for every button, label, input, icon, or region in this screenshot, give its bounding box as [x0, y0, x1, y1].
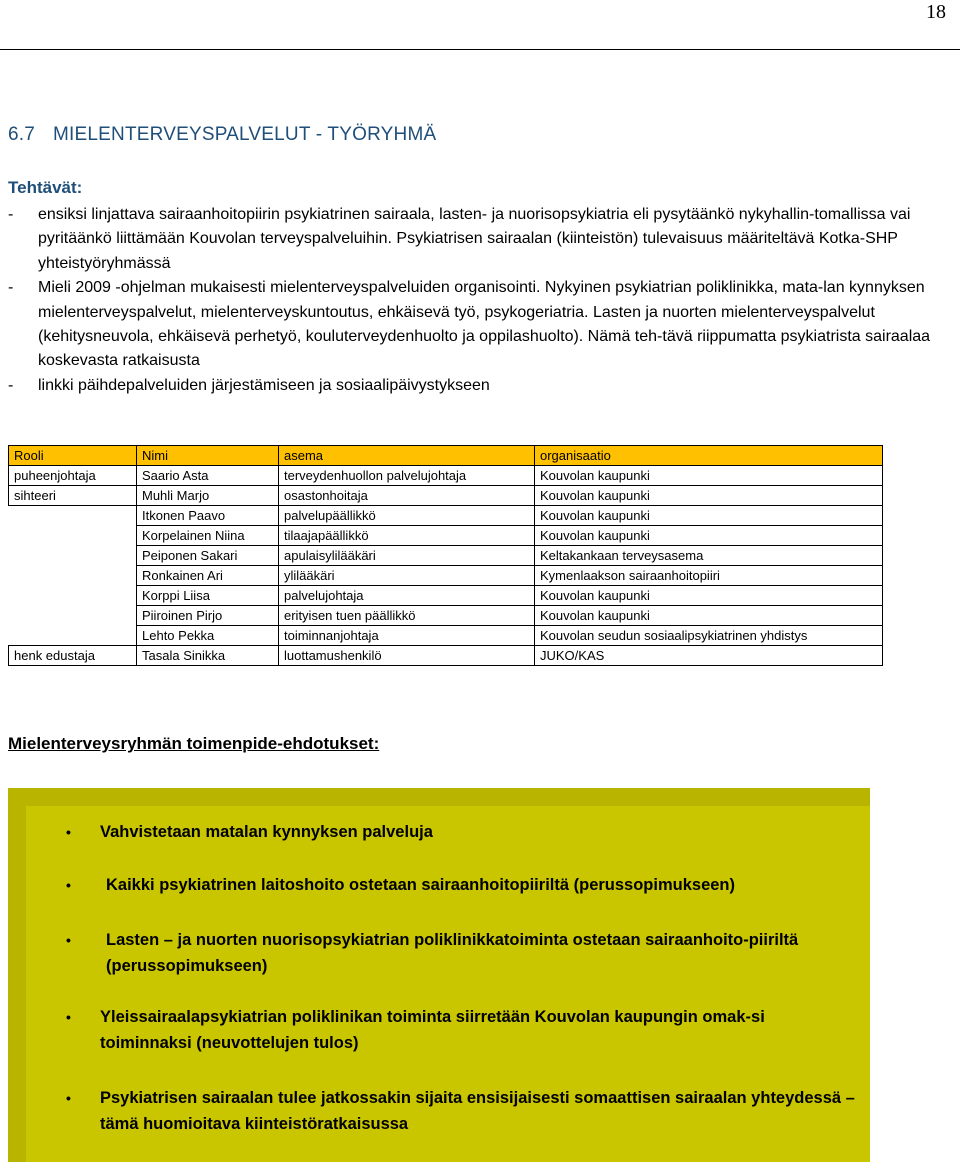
header-rule [0, 49, 960, 50]
cell-name: Muhli Marjo [137, 486, 279, 506]
cell-position: luottamushenkilö [279, 646, 535, 666]
bullet-icon: • [66, 932, 71, 948]
cell-organisation: Kouvolan kaupunki [535, 586, 883, 606]
cell-organisation: Kouvolan kaupunki [535, 506, 883, 526]
task-item: - ensiksi linjattava sairaanhoitopiirin psykiatrinen sairaala, lasten- ja nuorisopsykiatria eli pysytäänkö nykyhallin-tomallissa vai pyritäänkö liittämään Kouvolan terveyspalveluihin. Psykiatrisen sairaalan (kiinteistön) tulevaisuus määriteltävä Kotka-SHP yhteistyöryhmässä [8, 203, 948, 276]
cell-position: apulaisylilääkäri [279, 546, 535, 566]
table-row [9, 626, 883, 646]
proposal-text: Psykiatrisen sairaalan tulee jatkossakin sijaita ensisijaisesti somaattisen sairaalan yhteydessä – tämä huomioitava kiinteistöratkaisussa [100, 1089, 855, 1133]
cell-role [9, 506, 137, 526]
table-row [9, 606, 883, 626]
cell-role [9, 566, 137, 586]
cell-organisation: Kouvolan kaupunki [535, 466, 883, 486]
cell-name: Saario Asta [137, 466, 279, 486]
proposal-item [66, 1005, 860, 1056]
table-row [9, 586, 883, 606]
bullet-icon: • [66, 1090, 71, 1106]
table-row [9, 646, 883, 666]
cell-role [9, 606, 137, 626]
table-row [9, 466, 883, 486]
proposals-heading: Mielenterveysryhmän toimenpide-ehdotukset: [8, 734, 380, 753]
cell-organisation: Kouvolan seudun sosiaalipsykiatrinen yhdistys [535, 626, 883, 646]
proposal-text: Lasten – ja nuorten nuorisopsykiatrian poliklinikkatoiminta ostetaan sairaanhoito-piiriltä (perussopimukseen) [106, 931, 799, 975]
header-cell-position: asema [279, 446, 535, 466]
proposal-item [66, 820, 860, 846]
tasks-heading: Tehtävät: [8, 178, 83, 197]
header-cell-organisation: organisaatio [535, 446, 883, 466]
table-row [9, 486, 883, 506]
members-table [8, 445, 883, 666]
table-row [9, 506, 883, 526]
cell-position: palvelujohtaja [279, 586, 535, 606]
cell-name: Lehto Pekka [137, 626, 279, 646]
table-row [9, 526, 883, 546]
cell-organisation: Kouvolan kaupunki [535, 486, 883, 506]
cell-organisation: Kouvolan kaupunki [535, 606, 883, 626]
header-cell-name: Nimi [137, 446, 279, 466]
cell-name: Korpelainen Niina [137, 526, 279, 546]
proposal-item [66, 873, 866, 899]
proposals-box [26, 806, 870, 1162]
tasks-list [8, 203, 948, 398]
cell-position: terveydenhuollon palvelujohtaja [279, 466, 535, 486]
cell-role: puheenjohtaja [9, 466, 137, 486]
cell-name: Itkonen Paavo [137, 506, 279, 526]
proposal-item [66, 928, 866, 979]
header-cell-role: Rooli [9, 446, 137, 466]
cell-role [9, 546, 137, 566]
section-title [8, 124, 908, 146]
cell-name: Piiroinen Pirjo [137, 606, 279, 626]
cell-role: sihteeri [9, 486, 137, 506]
table-row [9, 546, 883, 566]
cell-organisation: JUKO/KAS [535, 646, 883, 666]
proposal-text: Yleissairaalapsykiatrian poliklinikan toiminta siirretään Kouvolan kaupungin omak-si toiminnaksi (neuvottelujen tulos) [100, 1008, 765, 1052]
bullet-icon: • [66, 824, 71, 840]
cell-name: Tasala Sinikka [137, 646, 279, 666]
cell-role [9, 586, 137, 606]
cell-role: henk edustaja [9, 646, 137, 666]
bullet-icon: • [66, 877, 71, 893]
cell-organisation: Kymenlaakson sairaanhoitopiiri [535, 566, 883, 586]
cell-name: Ronkainen Ari [137, 566, 279, 586]
cell-position: tilaajapäällikkö [279, 526, 535, 546]
bullet-icon: • [66, 1009, 71, 1025]
cell-name: Peiponen Sakari [137, 546, 279, 566]
task-item: - Mieli 2009 -ohjelman mukaisesti mielenterveyspalveluiden organisointi. Nykyinen psykiatrian poliklinikka, mata-lan kynnyksen mielenterveyspalvelut, mielenterveyskuntoutus, ehkäisevä työ, psykogeriatria. Lasten ja nuorten mielenterveyspalvelut (kehitysneuvola, ehkäisevä perhetyö, kouluterveydenhuolto ja oppilashuolto). Nämä teh-tävä riippumatta psykiatrista sairaalaa koskevasta ratkaisusta [8, 276, 948, 374]
proposal-text: Kaikki psykiatrinen laitoshoito ostetaan sairaanhoitopiiriltä (perussopimukseen) [106, 876, 735, 894]
table-row [9, 566, 883, 586]
cell-position: erityisen tuen päällikkö [279, 606, 535, 626]
cell-name: Korppi Liisa [137, 586, 279, 606]
cell-role [9, 526, 137, 546]
cell-organisation: Keltakankaan terveysasema [535, 546, 883, 566]
cell-organisation: Kouvolan kaupunki [535, 526, 883, 546]
cell-position: toiminnanjohtaja [279, 626, 535, 646]
table-header-row [9, 446, 883, 466]
section-number: 6.7 [8, 124, 36, 145]
cell-role [9, 626, 137, 646]
cell-position: palvelupäällikkö [279, 506, 535, 526]
task-item: - linkki päihdepalveluiden järjestämiseen ja sosiaalipäivystykseen [8, 374, 948, 398]
proposal-item [66, 1086, 860, 1137]
proposal-text: Vahvistetaan matalan kynnyksen palveluja [100, 823, 433, 841]
cell-position: ylilääkäri [279, 566, 535, 586]
section-title-text: MIELENTERVEYSPALVELUT - TYÖRYHMÄ [53, 124, 437, 145]
page-number: 18 [926, 1, 946, 23]
cell-position: osastonhoitaja [279, 486, 535, 506]
